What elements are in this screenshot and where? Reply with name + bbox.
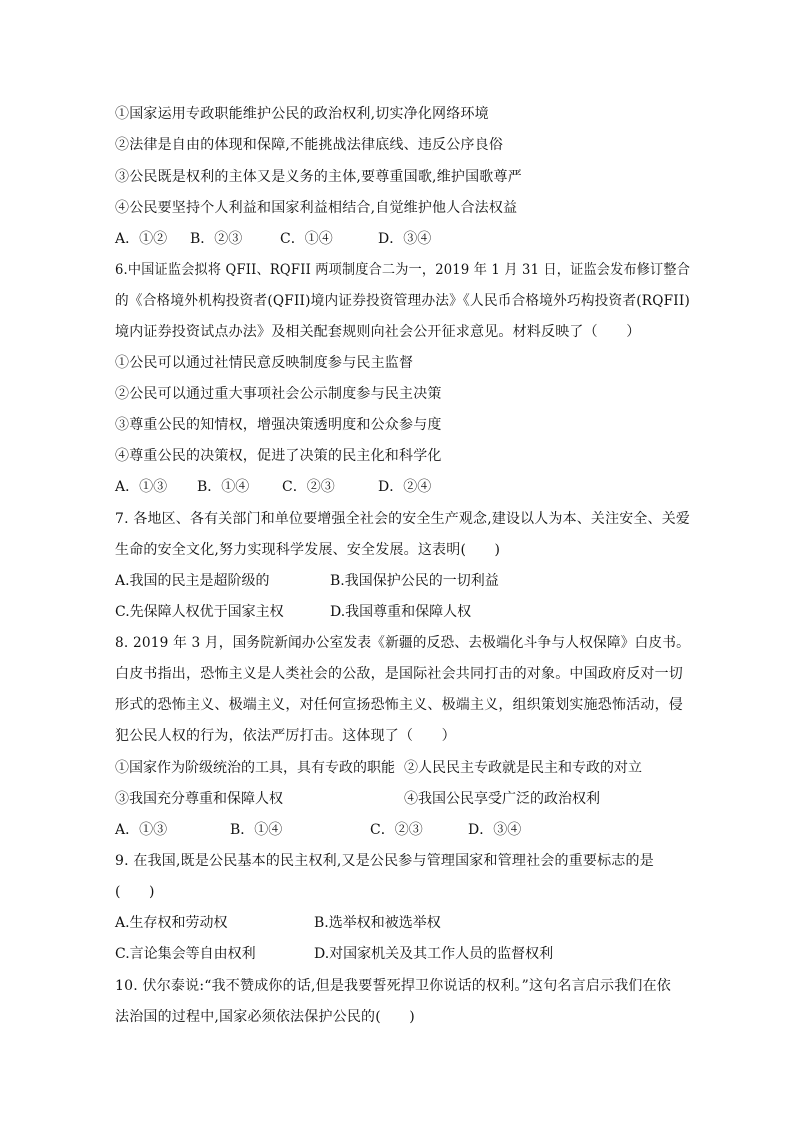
q6-option-b: B．①④ [197,479,250,495]
q7-option-b: B.我国保护公民的一切利益 [330,573,499,589]
q5-option-c: C．①④ [280,231,333,247]
q5-item-3: ③公民既是权利的主体又是义务的主体,要尊重国歌,维护国歌尊严 [115,169,522,185]
q6-stem-2: 的《合格境外机构投资者(QFII)境内证券投资管理办法》《人民币合格境外巧构投资者(RQFII) [115,293,690,309]
q6-item-4: ④尊重公民的决策权，促进了决策的民主化和科学化 [115,448,442,464]
q8-option-d: D．③④ [468,822,522,838]
q6-option-c: C．②③ [282,479,335,495]
q5-option-a: A．①② [115,231,168,247]
q9-option-a: A.生存权和劳动权 [115,915,228,931]
q7-option-c: C.先保障人权优于国家主权 [115,604,284,620]
q8-option-a: A．①③ [115,822,168,838]
q8-option-c: C．②③ [370,822,423,838]
q7-option-a: A.我国的民主是超阶级的 [115,573,270,589]
q9-stem-2: ( ) [115,884,155,900]
q8-item-1: ①国家作为阶级统治的工具，具有专政的职能 [115,760,395,776]
q9-stem-1: 9. 在我国,既是公民基本的民主权利,又是公民参与管理国家和管理社会的重要标志的是 [115,853,654,869]
q5-option-d: D．③④ [378,231,432,247]
q8-stem-1: 8. 2019 年 3 月，国务院新闻办公室发表《新疆的反恐、去极端化斗争与人权保障》白皮书。 [115,635,691,651]
q8-option-b: B．①④ [230,822,283,838]
q6-item-3: ③尊重公民的知情权，增强决策透明度和公众参与度 [115,417,442,433]
q6-item-1: ①公民可以通过社情民意反映制度参与民主监督 [115,355,414,371]
q8-stem-3: 形式的恐怖主义、极端主义，对任何宣扬恐怖主义、极端主义，组织策划实施恐怖活动，侵 [115,697,683,713]
q5-option-b: B．②③ [190,231,243,247]
q10-stem-1: 10. 伏尔泰说:“我不赞成你的话,但是我要誓死捍卫你说话的权利。”这句名言启示我们在依 [115,978,671,994]
q6-option-d: D．②④ [378,479,432,495]
q7-stem-2: 生命的安全文化,努力实现科学发展、安全发展。这表明( ) [115,542,501,558]
q5-item-1: ①国家运用专政职能维护公民的政治权利,切实净化网络环境 [115,106,489,122]
q5-item-4: ④公民要坚持个人利益和国家利益相结合,自觉维护他人合法权益 [115,200,518,216]
q9-option-d: D.对国家机关及其工作人员的监督权利 [314,946,554,962]
q9-option-c: C.言论集会等自由权利 [115,946,256,962]
q10-stem-2: 法治国的过程中,国家必须依法保护公民的( ) [115,1009,415,1025]
q8-stem-4: 犯公民人权的行为，依法严厉打击。这体现了（ ） [115,728,456,744]
q5-item-2: ②法律是自由的体现和保障,不能挑战法律底线、违反公序良俗 [115,137,504,153]
q6-stem-1: 6.中国证监会拟将 QFII、RQFII 两项制度合二为一，2019 年 1 月 31 日，证监会发布修订整合 [115,262,691,278]
q7-stem-1: 7. 各地区、各有关部门和单位要增强全社会的安全生产观念,建设以人为本、关注安全、关爱 [115,511,691,527]
q6-stem-3: 境内证券投资试点办法》及相关配套规则向社会公开征求意见。材料反映了（ ） [115,324,641,340]
q8-item-2: ②人民民主专政就是民主和专政的对立 [404,760,642,776]
q6-item-2: ②公民可以通过重大事项社会公示制度参与民主决策 [115,386,442,402]
q7-option-d: D.我国尊重和保障人权 [330,604,472,620]
q9-option-b: B.选举权和被选举权 [314,915,441,931]
q8-item-3: ③我国充分尊重和保障人权 [115,791,283,807]
q6-option-a: A．①③ [115,479,168,495]
q8-stem-2: 白皮书指出，恐怖主义是人类社会的公敌，是国际社会共同打击的对象。中国政府反对一切 [115,666,683,682]
q8-item-4: ④我国公民享受广泛的政治权利 [404,791,600,807]
